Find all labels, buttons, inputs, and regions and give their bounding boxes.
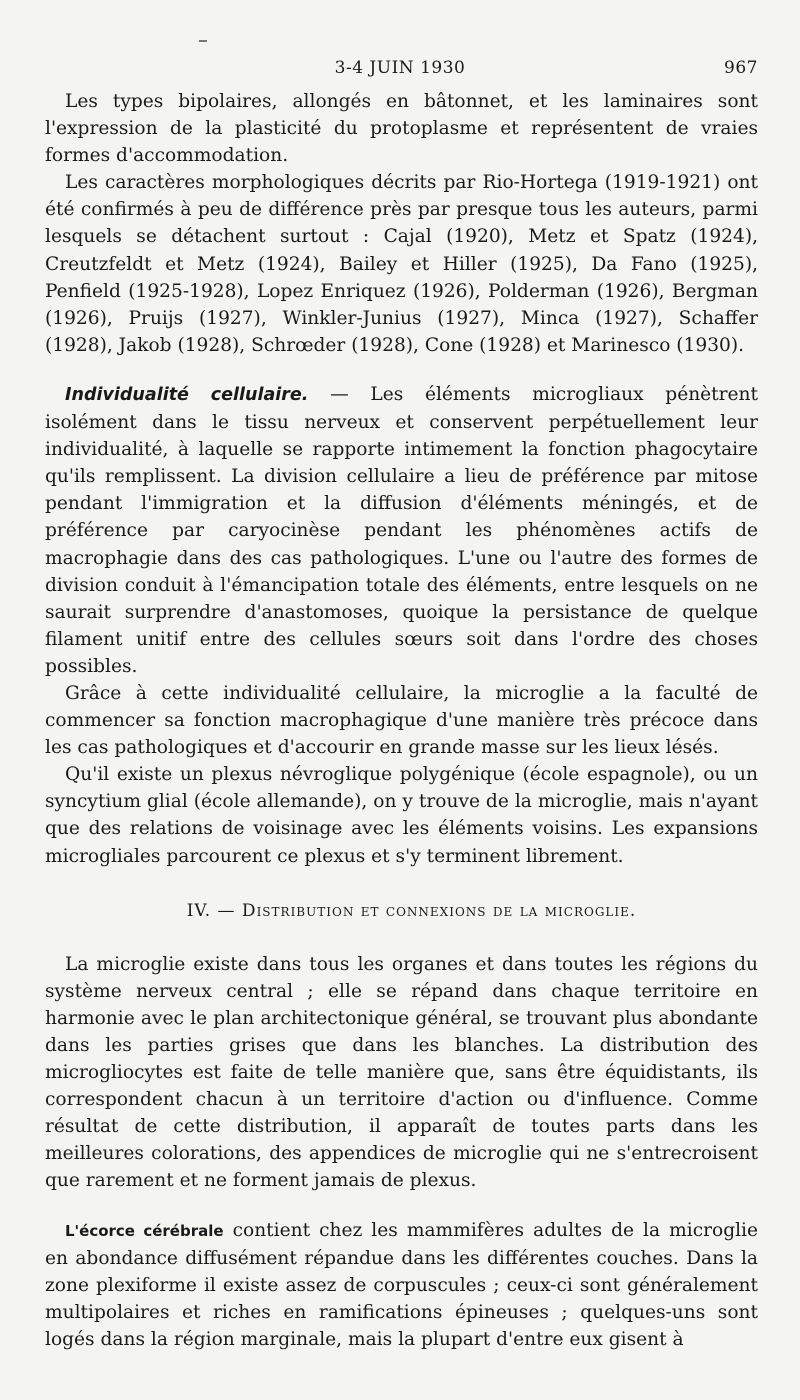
paragraph-text: contient chez les mammifères adultes de la microglie en abondance diffusément répandue dans les différentes couches. Dans la zone plexiforme il existe assez de corpuscules ; ceux-ci sont généralement multipolaires et riches en ramifications épineuses ; quelques-uns sont logés dans la région marginale, mais la plupart d'entre eux gisent à [45,1219,758,1350]
header-date: 3-4 JUIN 1930 [334,58,466,78]
paragraph-types: Les types bipolaires, allongés en bâtonnet, et les laminaires sont l'expression de la plasticité du protoplasme et représentent de vraies formes d'accommodation. [45,91,758,167]
paragraph-plexus: Qu'il existe un plexus névroglique polygénique (école espagnole), ou un syncytium glial (école allemande), on y trouve de la microglie, mais n'ayant que des relations de voisinage avec les éléments voisins. Les expansions microgliales parcourent ce plexus et s'y terminent librement. [45,764,758,867]
paragraph-cortex [45,1217,758,1353]
paragraph-lead: L'écorce cérébrale [65,1221,224,1240]
paragraph-text: — Les éléments microgliaux pénètrent isolément dans le tissu nerveux et conservent perpétuellement leur individualité, à laquelle se rapporte intimement la fonction phagocytaire qu'ils remplissent. La division cellulaire a lieu de préférence par mitose pendant l'immigration et la diffusion d'éléments méningés, et de préférence par caryocinèse pendant les phénomènes actifs de macrophagie dans des cas pathologiques. L'une ou l'autre des formes de division conduit à l'émancipation totale des éléments, entre lesquels on ne saurait surprendre d'anastomoses, quoique la persistance de quelque filament unitif entre des cellules sœurs soit dans l'ordre des choses possibles. [45,383,758,677]
page-number: 967 [724,58,758,78]
paragraph-individuality [45,381,758,680]
top-mark [199,40,207,42]
paragraph-macrophagy: Grâce à cette individualité cellulaire, la microglie a la faculté de commencer sa fonction macrophagique d'une manière très précoce dans les cas pathologiques et d'accourir en grande masse sur les lieux lésés. [45,682,758,759]
section-heading: IV. — Distribution et connexions de la microglie. [186,900,637,921]
article-body [45,88,758,1353]
paragraph-authors: Les caractères morphologiques décrits par Rio-Hortega (1919-1921) ont été confirmés à peu de différence près par presque tous les auteurs, parmi lesquels se détachent surtout : Cajal (1920), Metz et Spatz (1924), Creutzfeldt et Metz (1924), Bailey et Hiller (1925), Da Fano (1925), Penfield (1925-1928), Lopez Enriquez (1926), Polderman (1926), Bergman (1926), Pruijs (1927), Winkler-Junius (1927), Minca (1927), Schaffer (1928), Jakob (1928), Schrœder (1928), Cone (1928) et Marinesco (1930). [45,172,758,356]
paragraph-lead: Individualité cellulaire. [65,384,309,405]
paragraph-distribution: La microglie existe dans tous les organes et dans toutes les régions du système nerveux central ; elle se répand dans chaque territoire en harmonie avec le plan architectonique général, se trouvant plus abondante dans les parties grises que dans les blanches. La distribution des microgliocytes est faite de telle manière que, sans être équidistants, ils correspondent chacun à un territoire d'action ou d'influence. Comme résultat de cette distribution, il apparaît de toutes parts dans les meilleures colorations, des appendices de microglie qui ne s'entrecroisent que rarement et ne forment jamais de plexus. [45,953,758,1192]
running-header [0,58,800,82]
